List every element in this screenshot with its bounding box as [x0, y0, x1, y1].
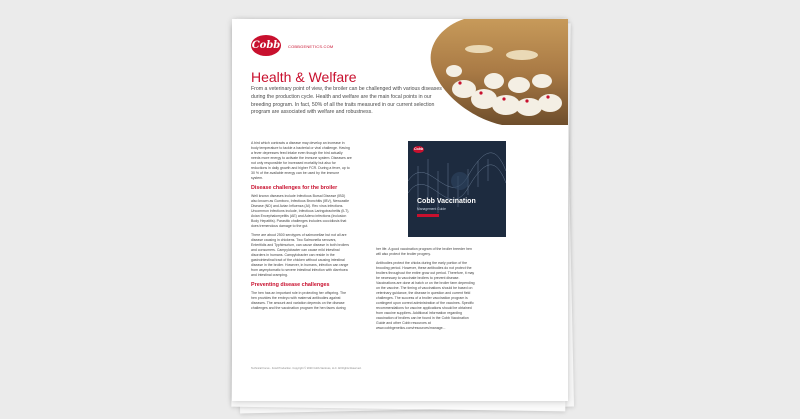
- body-paragraph: Well known diseases include Infectious Bursal Disease (IBD) also known as Gumboro, Infectious Bronchitis (IBV), Newcastle Disease (ND) and Avian Influenza (AI). Rec virus infections. Uncommon infections include, Infectious Laringotracheitis (ILT), Avian Encephalomyelitis (AE) and Adeno infections (Inclusion Body Hepatitis). Parasitic challenges includes coccidiosis that does tremendous damage to the gut.: [251, 194, 350, 228]
- body-paragraph: The hen has an important role in protecting her offspring. The hen provides the embryo with maternal antibodies against diseases. The amount and variation depends on the disease challenges and the vaccination program the hen faces during: [251, 290, 347, 310]
- guide-subtitle: Management Guide: [417, 207, 446, 211]
- body-paragraph: A bird which contracts a disease may develop an increase in body temperature to tackle a bacterial or viral challenge. Having a fever depresses feed intake even though the bird actually needs more energy to activate the immune system. Diseases are not only responsible for increased mortality but also for reductions in daily growth and higher FCR. During a fever, up to 30 % of the available energy can be used by the immune system.: [251, 141, 352, 180]
- cobb-logo-small: Cobb: [414, 147, 423, 151]
- vaccination-guide-cover[interactable]: [408, 141, 506, 237]
- section-heading-disease-challenges: Disease challenges for the broiler: [251, 185, 338, 191]
- guide-title: Cobb Vaccination: [417, 198, 476, 205]
- page-footer: Technical Focus - Food Production. Copyright © 2020 Cobb-Vantress, LLC. All Rights Reserved.: [251, 367, 362, 370]
- left-column: [251, 141, 352, 314]
- section-heading-preventing-disease: Preventing disease challenges: [251, 281, 330, 288]
- right-column: [376, 247, 477, 334]
- intro-paragraph: From a veterinary point of view, the broiler can be challenged with various diseases during the production cycle. Health and welfare are the main focal points in our breeding program. In fact, 50% of all the traits measured in our current selection program are associated with welfare and robustness.: [251, 86, 442, 116]
- document-page: [232, 19, 568, 401]
- body-paragraph: Antibodies protect the chicks during the early portion of the brooding period. However, these antibodies do not protect the broilers throughout the entire grow out period. Therefore, it may be necessary to vaccinate broilers to prevent disease. Vaccinations are done at hatch or on the broiler farm depending on the vaccine. The timing of vaccinations should be based on veterinary guidance, the disease in question and current field challenges. The success of a broiler vaccination program is contingent upon correct administration of the vaccines. Specific recommendations for vaccine applications should be obtained from vaccine suppliers. Additional information regarding vaccination of broilers can be found in the Cobb Vaccination Guide and other Cobb resources at www.cobbgenetics.com/resources/manage...: [376, 260, 475, 330]
- red-accent-bar: [417, 214, 439, 217]
- page-title: Health & Welfare: [251, 69, 357, 85]
- website-link[interactable]: COBBGENETICS.COM: [288, 44, 334, 49]
- cobb-logo: Cobb: [251, 35, 281, 56]
- body-paragraph: There are about 2500 serotypes of salmonellae but not all are disease causing in chickens. Two Salmonella serovars, Enteritidis and Typhimurium, can cause disease in both broilers and consumers. Campylobacter can cause mild intestinal disorders in humans. Campylobacter can reside in the gastrointestinal tract of the chicken without causing intestinal disease in the broiler. However, in humans, infection can range from asymptomatic to severe intestinal infection with diarrhoea and intestinal cramping.: [251, 232, 349, 277]
- body-paragraph: her life. A good vaccination program of the broiler breeder hen will also protect the broiler progeny.: [376, 247, 472, 256]
